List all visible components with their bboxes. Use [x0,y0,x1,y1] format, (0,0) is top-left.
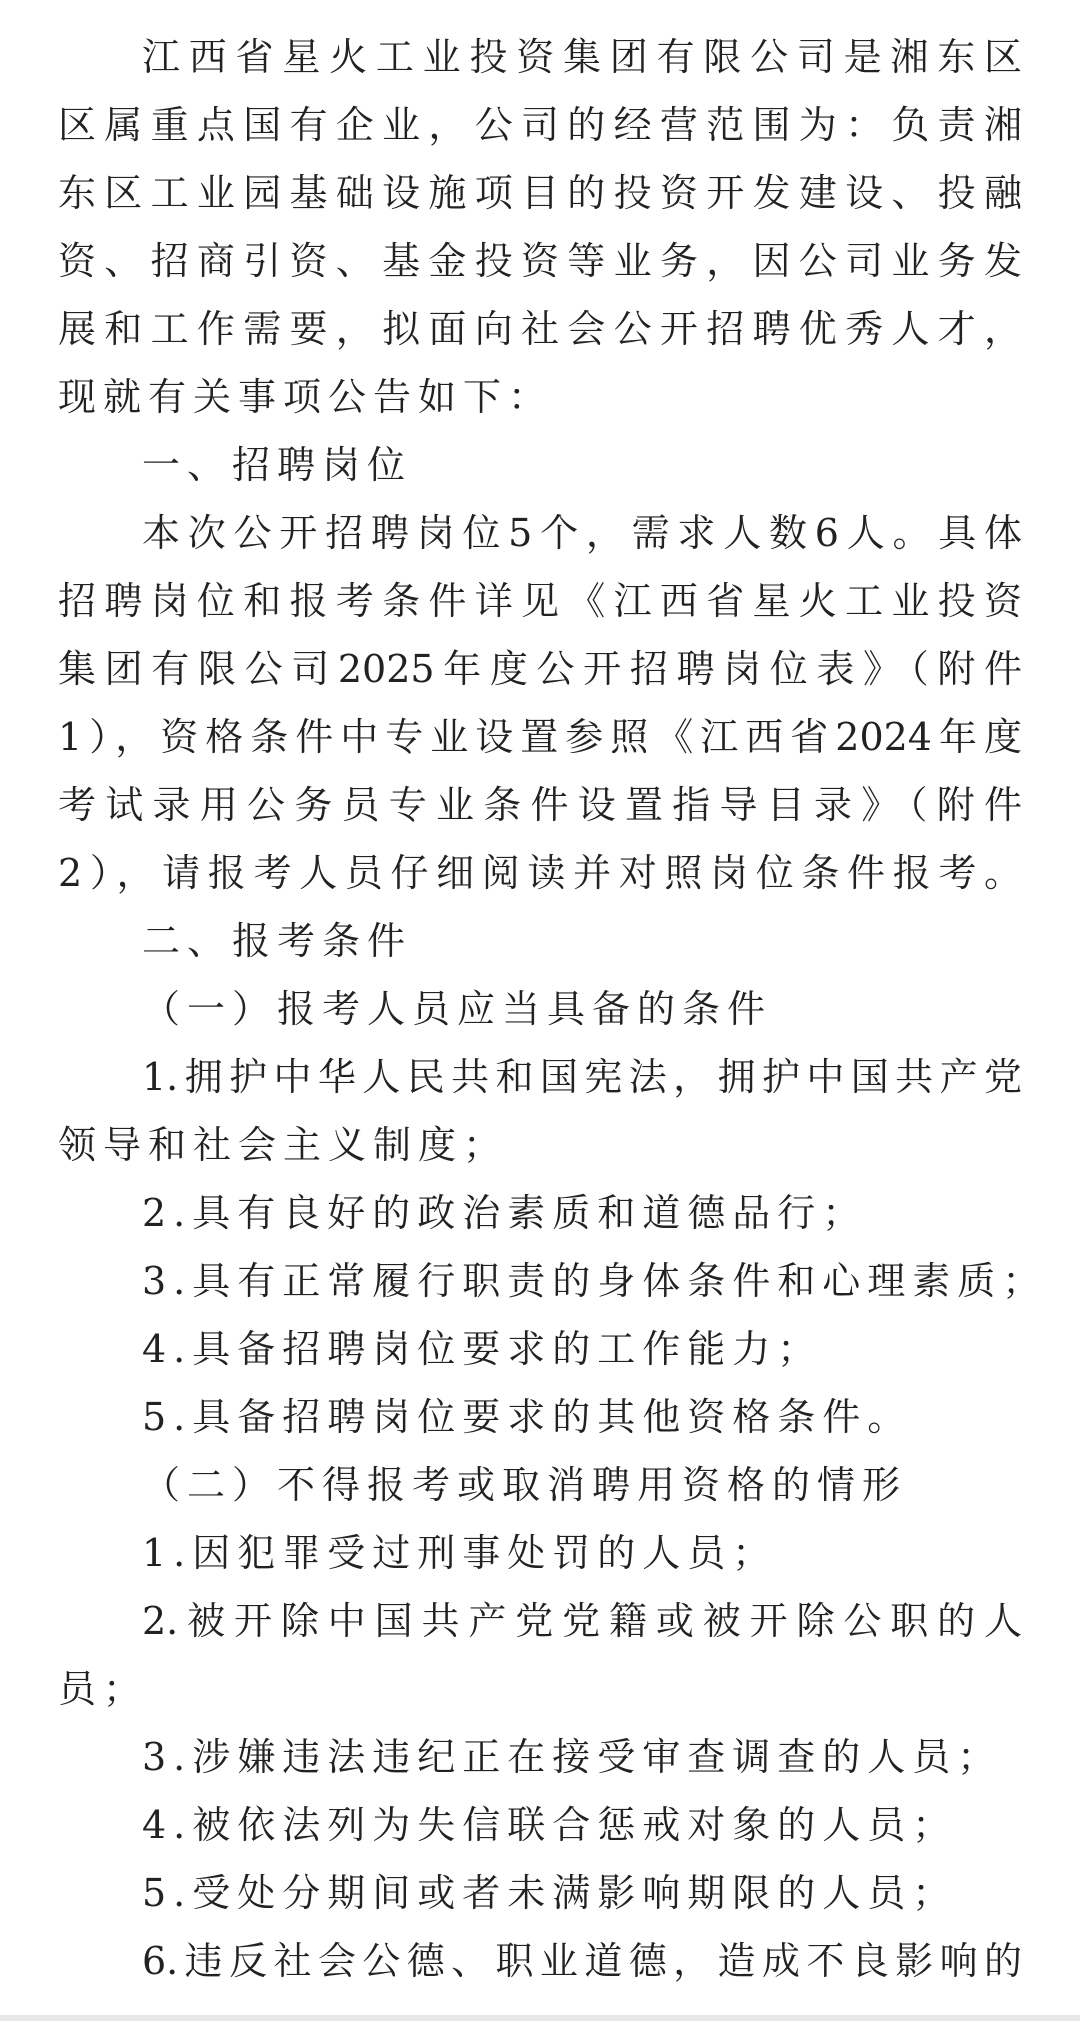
subheading-disqualifications: （二）不得报考或取消聘用资格的情形 [142,1463,908,1507]
paragraph-positions-line-6: 2），请报考人员仔细阅读并对照岗位条件报考。 [58,851,1022,895]
paragraph-intro-line-3: 东区工业园基础设施项目的投资开发建设、投融 [58,171,1022,215]
paragraph-intro-line-4: 资、招商引资、基金投资等业务，因公司业务发 [58,239,1022,283]
disqualification-item-4: 4.被依法列为失信联合惩戒对象的人员； [142,1803,958,1847]
condition-item-2: 2.具有良好的政治素质和道德品行； [142,1191,868,1235]
paragraph-intro-line-1: 江西省星火工业投资集团有限公司是湘东区 [142,35,1022,79]
section-heading-conditions: 二、报考条件 [142,919,413,963]
disqualification-item-5: 5.受处分期间或者未满影响期限的人员； [142,1871,958,1915]
subheading-required-conditions: （一）报考人员应当具备的条件 [142,987,773,1031]
bottom-divider [0,2015,1080,2021]
paragraph-positions-line-5: 考试录用公务员专业条件设置指导目录》（附件 [58,783,1022,827]
disqualification-item-2-line-2: 员； [58,1667,149,1711]
disqualification-item-3: 3.涉嫌违法违纪正在接受审查调查的人员； [142,1735,1003,1779]
paragraph-intro-line-2: 区属重点国有企业，公司的经营范围为：负责湘 [58,103,1022,147]
paragraph-intro-line-6: 现就有关事项公告如下： [58,375,554,419]
section-heading-positions: 一、招聘岗位 [142,443,413,487]
condition-item-1-line-2: 领导和社会主义制度； [58,1123,509,1167]
condition-item-3: 3.具有正常履行职责的身体条件和心理素质； [142,1259,1048,1303]
paragraph-intro-line-5: 展和工作需要，拟面向社会公开招聘优秀人才， [58,307,1022,351]
condition-item-1-line-1: 1.拥护中华人民共和国宪法，拥护中国共产党 [142,1055,1022,1099]
paragraph-positions-line-4: 1），资格条件中专业设置参照《江西省2024年度 [58,715,1022,759]
disqualification-item-6-line-1: 6.违反社会公德、职业道德，造成不良影响的 [142,1939,1022,1983]
condition-item-4: 4.具备招聘岗位要求的工作能力； [142,1327,823,1371]
condition-item-5: 5.具备招聘岗位要求的其他资格条件。 [142,1395,913,1439]
paragraph-positions-line-3: 集团有限公司2025年度公开招聘岗位表》（附件 [58,647,1022,691]
paragraph-positions-line-1: 本次公开招聘岗位5个，需求人数6人。具体 [142,511,1022,555]
paragraph-positions-line-2: 招聘岗位和报考条件详见《江西省星火工业投资 [58,579,1022,623]
disqualification-item-1: 1.因犯罪受过刑事处罚的人员； [142,1531,778,1575]
disqualification-item-2-line-1: 2.被开除中国共产党党籍或被开除公职的人 [142,1599,1022,1643]
